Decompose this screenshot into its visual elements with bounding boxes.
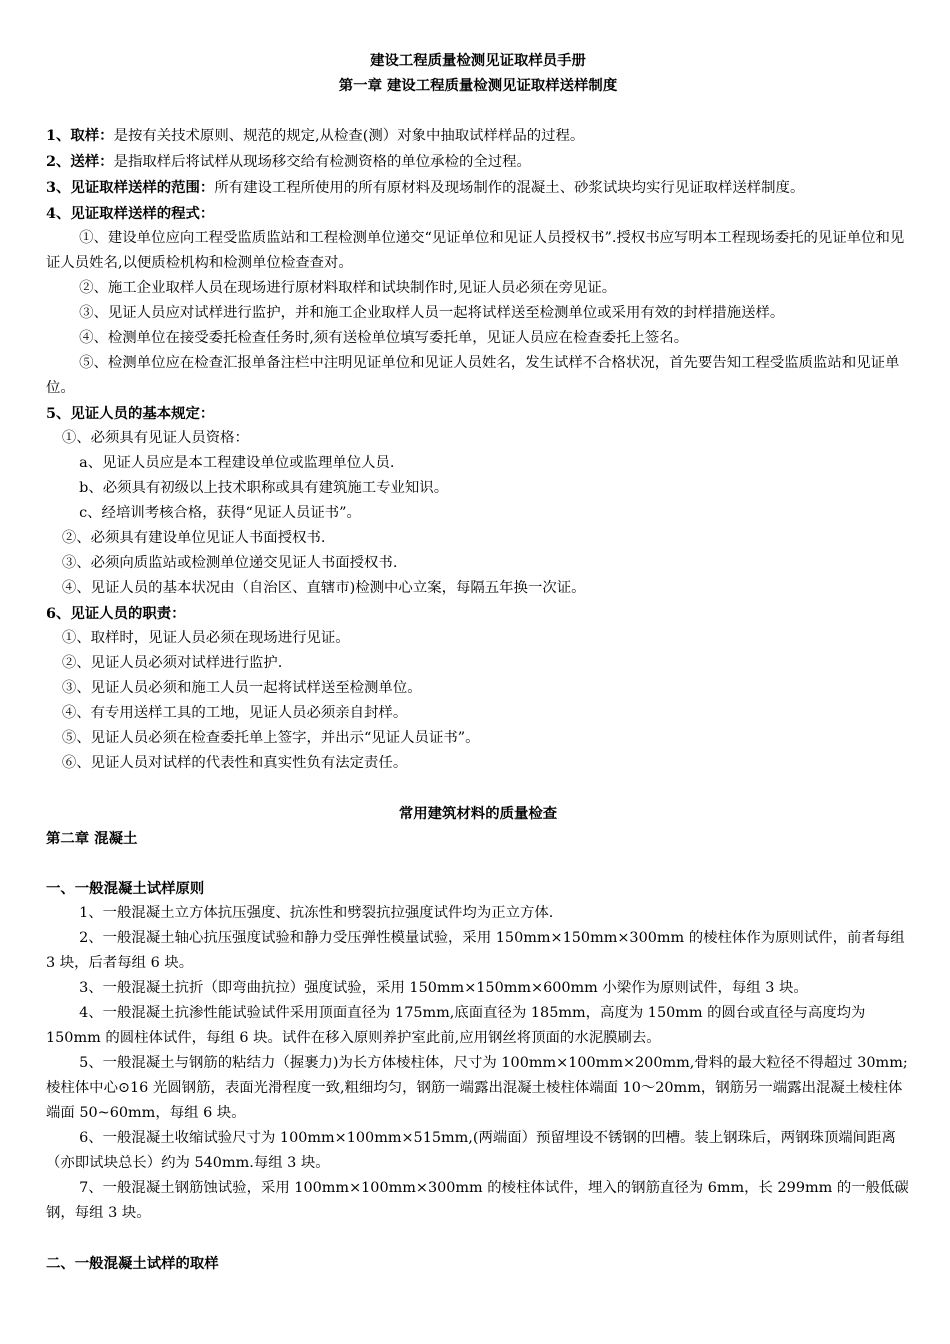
sec-a-heading: 一、一般混凝土试样原则 [46, 880, 205, 897]
spacer [46, 851, 910, 876]
sec-a-para: 6、一般混凝土收缩试验尺寸为 100mm×100mm×515mm,(两端面）预留埋设不锈钢的凹槽。装上钢珠后，两钢珠顶端间距离（亦即试块总长）约为 540mm.每组 3 块。 [46, 1130, 896, 1171]
sec6-item: ⑤、见证人员必须在检查委托单上签字，并出示“见证人员证书”。 [61, 730, 480, 746]
sec-b-heading: 二、一般混凝土试样的取样 [46, 1255, 219, 1272]
item-delivery [46, 149, 910, 175]
chapter1-title: 第一章 建设工程质量检测见证取样送样制度 [338, 77, 618, 94]
document-title: 建设工程质量检测见证取样员手册 [370, 52, 586, 69]
part2-title: 常用建筑材料的质量检查 [398, 805, 558, 822]
sec-a-para: 5、一般混凝土与钢筋的粘结力（握裹力)为长方体棱柱体，尺寸为 100mm×100mm×200mm,骨料的最大粒径不得超过 30mm;棱柱体中心⊙16 光圆钢筋，表面光滑程度一致,粗细均匀，钢筋一端露出混凝土棱柱体端面 10～20mm，钢筋另一端露出混凝土棱柱体端面 50~60mm，每组 6 块。 [46, 1055, 908, 1121]
item-text: 是按有关技术原则、规范的规定,从检查(测）对象中抽取试样样品的过程。 [113, 128, 585, 144]
sec4-para: ②、施工企业取样人员在现场进行原材料取样和试块制作时,见证人员必须在旁见证。 [79, 280, 617, 296]
sec5-item: ②、必须具有建设单位见证人书面授权书. [61, 530, 326, 546]
spacer [46, 1226, 910, 1251]
item-text: 所有建设工程所使用的所有原材料及现场制作的混凝土、砂浆试块均实行见证取样送样制度。 [214, 180, 805, 196]
sec5-item: ③、必须向质监站或检测单位递交见证人书面授权书. [61, 555, 398, 571]
sec4-para: ⑤、检测单位应在检查汇报单备注栏中注明见证单位和见证人员姓名，发生试样不合格状况，首先要告知工程受监质监站和见证单位。 [46, 355, 900, 396]
sec6-heading: 6、见证人员的职责： [46, 605, 186, 622]
sec5-subitem: b、必须具有初级以上技术职称或具有建筑施工专业知识。 [79, 480, 449, 496]
item-label: 2、送样： [46, 153, 114, 170]
sec-a-para: 2、一般混凝土轴心抗压强度试验和静力受压弹性模量试验，采用 150mm×150mm×300mm 的棱柱体作为原则试件，前者每组 3 块，后者每组 6 块。 [46, 930, 905, 971]
item-label: 3、见证取样送样的范围： [46, 179, 215, 196]
sec-a-para: 7、一般混凝土钢筋蚀试验，采用 100mm×100mm×300mm 的棱柱体试件，埋入的钢筋直径为 6mm，长 299mm 的一般低碳钢，每组 3 块。 [46, 1180, 909, 1221]
sec6-item: ③、见证人员必须和施工人员一起将试样送至检测单位。 [61, 680, 422, 696]
sec-a-para: 4、一般混凝土抗渗性能试验试件采用顶面直径为 175mm,底面直径为 185mm，高度为 150mm 的圆台或直径与高度均为 150mm 的圆柱体试件，每组 6 块。试件在移入原则养护室此前,应用钢丝将顶面的水泥膜刷去。 [46, 1005, 866, 1046]
chapter2-title: 第二章 混凝土 [46, 830, 138, 847]
sec5-heading: 5、见证人员的基本规定： [46, 405, 215, 422]
sec4-para: ④、检测单位在接受委托检查任务时,须有送检单位填写委托单，见证人员应在检查委托上签名。 [79, 330, 689, 346]
sec-a-para: 1、一般混凝土立方体抗压强度、抗冻性和劈裂抗拉强度试件均为正立方体. [79, 905, 554, 921]
sec6-item: ④、有专用送样工具的工地，见证人员必须亲自封样。 [61, 705, 408, 721]
sec5-item: ④、见证人员的基本状况由（自治区、直辖市)检测中心立案，每隔五年换一次证。 [61, 580, 586, 596]
sec-a-para: 3、一般混凝土抗折（即弯曲抗拉）强度试验，采用 150mm×150mm×600mm 小梁作为原则试件，每组 3 块。 [79, 980, 808, 996]
sec5-item: ①、必须具有见证人员资格： [61, 430, 249, 446]
spacer [46, 776, 910, 801]
item-sampling [46, 123, 910, 149]
sec5-subitem: a、见证人员应是本工程建设单位或监理单位人员. [79, 455, 395, 471]
sec4-heading: 4、见证取样送样的程式： [46, 205, 215, 222]
spacer [46, 98, 910, 123]
item-label: 1、取样： [46, 127, 114, 144]
item-scope [46, 175, 910, 201]
sec4-para: ③、见证人员应对试样进行监护，并和施工企业取样人员一起将试样送至检测单位或采用有效的封样措施送样。 [79, 305, 785, 321]
sec6-item: ①、取样时，见证人员必须在现场进行见证。 [61, 630, 350, 646]
sec5-subitem: c、经培训考核合格，获得“见证人员证书”。 [79, 505, 361, 521]
sec4-para: ①、建设单位应向工程受监质监站和工程检测单位递交“见证单位和见证人员授权书”.授权书应写明本工程现场委托的见证单位和见证人员姓名,以便质检机构和检测单位检查查对。 [46, 230, 905, 271]
sec6-item: ②、见证人员必须对试样进行监护. [61, 655, 283, 671]
sec6-item: ⑥、见证人员对试样的代表性和真实性负有法定责任。 [61, 755, 408, 771]
item-text: 是指取样后将试样从现场移交给有检测资格的单位承检的全过程。 [113, 154, 531, 170]
